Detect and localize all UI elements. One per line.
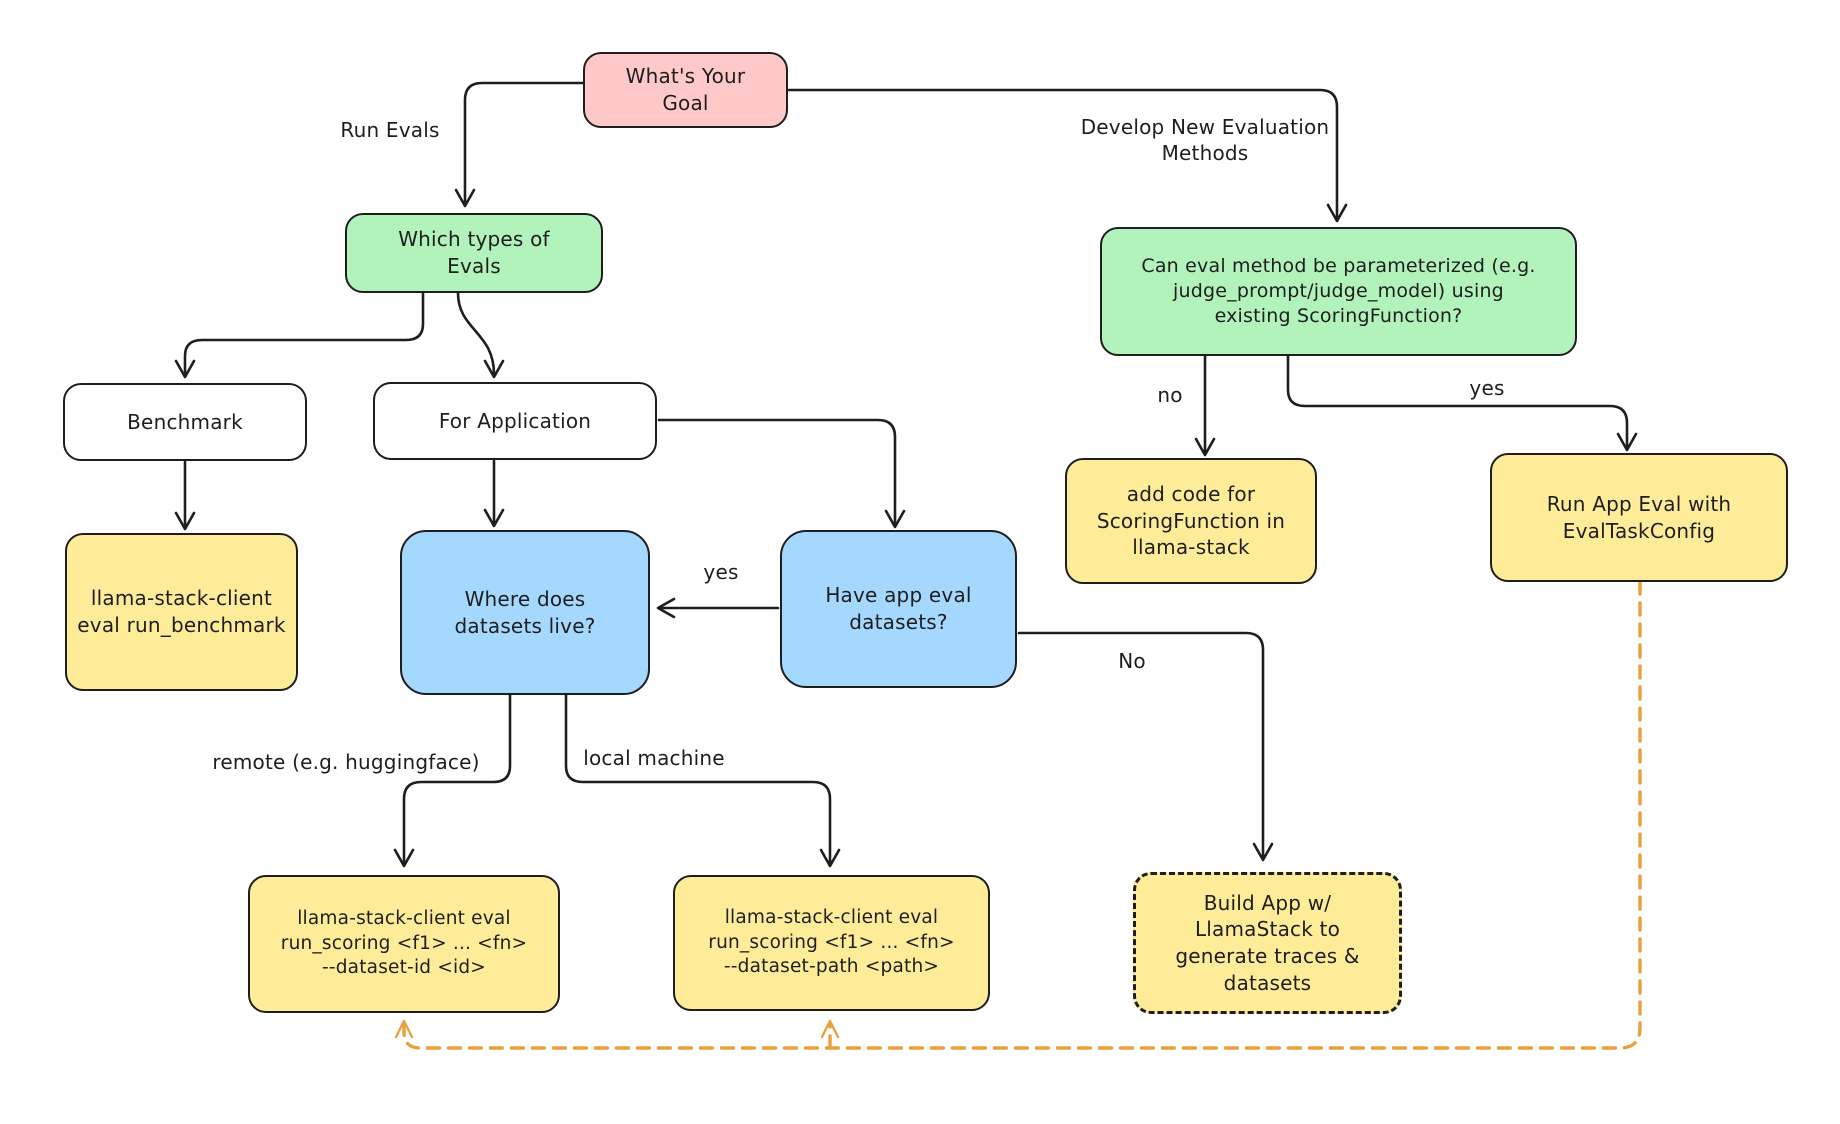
- node-whats-your-goal: [583, 52, 788, 128]
- node-run-scoring-dataset-id-command: [248, 875, 560, 1013]
- node-text-line: What's Your: [625, 64, 746, 89]
- node-text-line: datasets?: [849, 610, 948, 634]
- node-text-line: eval run_benchmark: [77, 613, 286, 637]
- edge-which-types-to-for-application: [458, 293, 503, 377]
- label-local-machine: local machine: [583, 746, 725, 770]
- label-no-to-build-app: No: [1118, 649, 1146, 673]
- node-text-line: llama-stack: [1132, 535, 1250, 560]
- edge-benchmark-to-run-benchmark: [176, 462, 194, 529]
- node-benchmark: [63, 383, 307, 461]
- edge-have-app-datasets-to-where-datasets-yes: [658, 599, 778, 617]
- node-text-line: llama-stack-client: [90, 586, 273, 611]
- node-text-line: Where does: [464, 586, 586, 611]
- edge-feedback-arrowheads: [396, 1021, 838, 1037]
- node-text-line: Goal: [662, 91, 709, 115]
- edge-where-datasets-to-run-scoring-path-local: [566, 695, 839, 866]
- label-yes-to-run-app-eval: yes: [1469, 376, 1505, 400]
- label-remote-huggingface: remote (e.g. huggingface): [212, 750, 480, 774]
- node-text-line: Have app eval: [825, 583, 972, 608]
- node-run-benchmark-command: [65, 533, 298, 691]
- node-text-line: generate traces &: [1175, 944, 1360, 968]
- node-can-eval-method-be-parameterized: [1100, 227, 1577, 356]
- node-text-line: Build App w/: [1203, 890, 1332, 915]
- edge-for-application-to-where-datasets: [485, 461, 503, 526]
- node-text-line: run_scoring <f1> ... <fn>: [280, 932, 528, 954]
- node-text-line: datasets: [1223, 970, 1312, 995]
- node-run-app-eval-with-evaltaskconfig: [1490, 453, 1788, 582]
- node-text-line: ScoringFunction in: [1096, 508, 1286, 533]
- label-yes-to-where-datasets: yes: [703, 560, 739, 584]
- node-have-app-eval-datasets: [780, 530, 1017, 688]
- node-text-line: add code for: [1126, 482, 1256, 507]
- node-text-line: Can eval method be parameterized (e.g.: [1141, 254, 1536, 277]
- node-text-line: llama-stack-client eval: [297, 908, 511, 930]
- node-text-line: run_scoring <f1> ... <fn>: [708, 931, 955, 953]
- edge-which-types-to-benchmark: [176, 293, 423, 377]
- edge-can-parameterize-to-run-app-eval-yes: [1288, 356, 1636, 450]
- node-text-line: existing ScoringFunction?: [1214, 305, 1463, 328]
- node-text-line: --dataset-id <id>: [321, 957, 487, 979]
- node-add-code-for-scoringfunction: [1065, 458, 1317, 584]
- node-text-line: llama-stack-client eval: [724, 907, 939, 929]
- label-text-line: Develop New Evaluation: [1080, 115, 1330, 139]
- node-text-line: Which types of: [398, 227, 550, 252]
- node-text-line: judge_prompt/judge_model) using: [1173, 279, 1504, 302]
- node-for-application: [373, 382, 657, 460]
- label-develop-new-evaluation-methods: [1081, 114, 1330, 166]
- node-run-scoring-dataset-path-command: [673, 875, 990, 1011]
- node-text-line: datasets live?: [454, 613, 596, 638]
- edge-for-application-to-have-app-datasets: [659, 420, 904, 527]
- edge-where-datasets-to-run-scoring-id-remote: [395, 695, 510, 866]
- label-no-to-add-code: no: [1157, 383, 1183, 407]
- node-text-line: Run App Eval with: [1546, 491, 1732, 516]
- label-run-evals: Run Evals: [340, 118, 440, 142]
- edge-goal-to-which-types: [456, 83, 583, 206]
- edge-can-parameterize-to-add-code-no: [1196, 356, 1214, 455]
- node-text-line: LlamaStack to: [1194, 917, 1341, 942]
- node-build-app-with-llamastack: [1133, 872, 1402, 1014]
- node-text-line: Evals: [447, 254, 501, 278]
- node-text-line: EvalTaskConfig: [1562, 518, 1716, 543]
- label-text-line: Methods: [1161, 141, 1249, 165]
- node-text-line: For Application: [438, 408, 592, 433]
- node-text-line: Benchmark: [127, 409, 243, 434]
- node-text-line: --dataset-path <path>: [723, 956, 940, 978]
- node-where-does-datasets-live: [400, 530, 650, 695]
- node-which-types-of-evals: [345, 213, 603, 293]
